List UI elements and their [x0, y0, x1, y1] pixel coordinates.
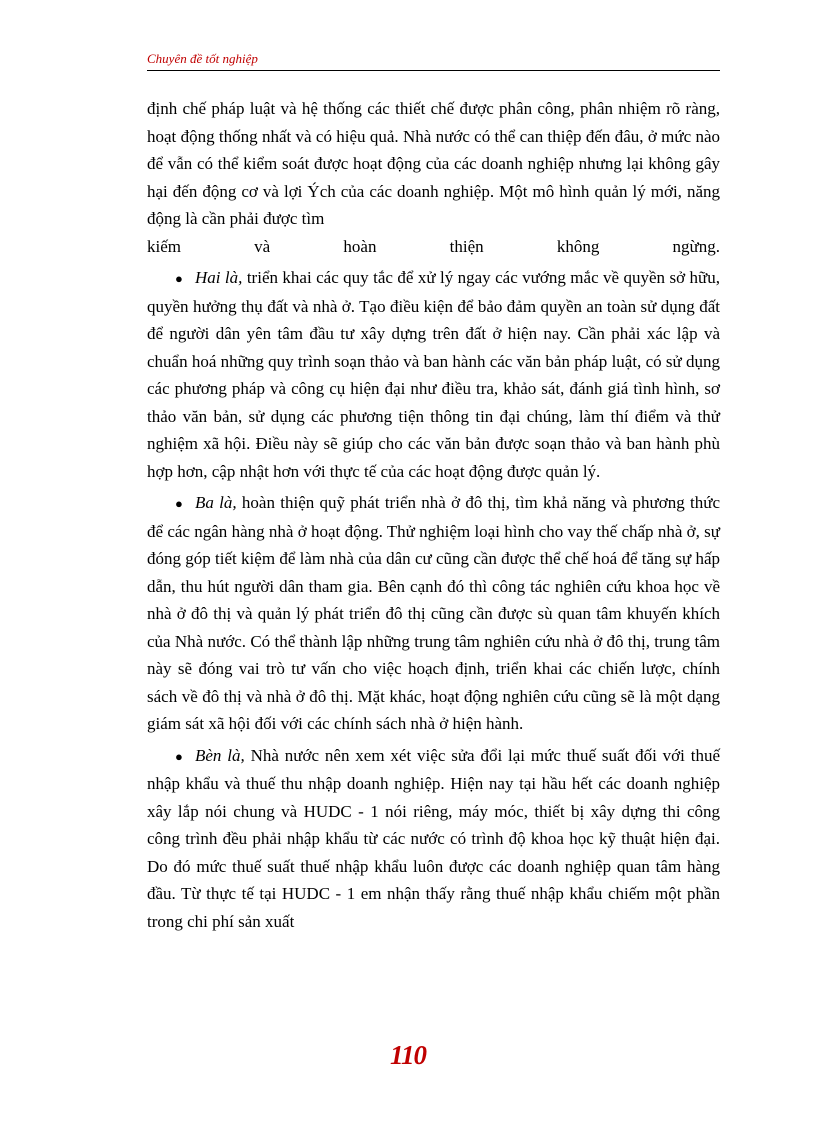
lead-phrase: Ba là, — [195, 493, 237, 512]
lead-phrase: Bèn là, — [195, 745, 245, 765]
paragraph-ba-la — [147, 489, 720, 738]
body-text — [147, 95, 720, 935]
bullet-icon: ● — [175, 496, 183, 511]
paragraph-text: hoàn thiện quỹ phát triển nhà ở đô thị, tìm khả năng và phương thức để các ngân hàng nhà ở hoạt động. Thử nghiệm loại hình cho vay thế chấp nhà ở, sự đóng góp tiết kiệm để làm nhà của dân cư cũng cần được thể chế hoá để tăng sự hấp dẫn, thu hút người dân tham gia. Bên cạnh đó thì công tác nghiên cứu khoa học về nhà ở đô thị và quản lý phát triển đô thị cũng cần được sù quan tâm khuyến khích của Nhà nước. Có thể thành lập những trung tâm nghiên cứu nhà ở đô thị, trung tâm này sẽ đóng vai trò tư vấn cho việc hoạch định, triển khai các chiến lược, chính sách về đô thị và nhà ở đô thị. Mặt khác, hoạt động nghiên cứu cũng sẽ là một dạng giám sát xã hội đối với các chính sách nhà ở hiện hành. — [147, 493, 720, 733]
bullet-icon: ● — [175, 271, 183, 286]
lead-phrase: Hai là, — [195, 268, 243, 287]
page-number: 110 — [389, 1040, 427, 1070]
paragraph-intro: định chế pháp luật và hệ thống các thiết chế được phân công, phân nhiệm rõ ràng, hoạt động thống nhất và có hiệu quả. Nhà nước có thể can thiệp đến đâu, ở mức nào để vẫn có thể kiểm soát được hoạt động của các doanh nghiệp nhưng lại không gây hại đến động cơ và lợi Ých của các doanh nghiệp. Một mô hình quản lý mới, năng động là cần phải được tìm — [147, 99, 720, 228]
paragraph-intro-last-line: kiếm và hoàn thiện không ngừng. — [147, 236, 720, 256]
paragraph-text: Nhà nước nên xem xét việc sửa đổi lại mức thuế suất đối với thuế nhập khẩu và thuế thu nhập doanh nghiệp. Hiện nay tại hầu hết các doanh nghiệp xây lắp nói chung và HUDC - 1 nói riêng, máy móc, thiết bị xây dựng thi công công trình đều phải nhập khẩu từ các nước có trình độ khoa học kỹ thuật hiện đại. Do đó mức thuế suất thuế nhập khẩu luôn được các doanh nghiệp quan tâm hàng đầu. Từ thực tế tại HUDC - 1 em nhận thấy rằng thuế nhập khẩu chiếm một phần trong chi phí sản xuất — [147, 745, 720, 931]
paragraph-hai-la — [147, 264, 720, 485]
bullet-icon: ● — [175, 748, 183, 764]
paragraph-text: triển khai các quy tắc để xử lý ngay các vướng mắc về quyền sở hữu, quyền hưởng thụ đất và nhà ở. Tạo điều kiện để bảo đảm quyền an toàn sử dụng đất để người dân yên tâm đầu tư xây dựng trên đất ở hiện nay. Cần phải xác lập và chuẩn hoá những quy trình soạn thảo và ban hành các văn bản pháp luật, có sử dụng các phương pháp và công cụ hiện đại như điều tra, khảo sát, đánh giá tình hình, sơ thảo văn bản, sử dụng các phương tiện thông tin đại chúng, làm thí điểm và thử nghiệm xã hội. Điều này sẽ giúp cho các văn bản được soạn thảo và ban hành phù hợp hơn, cập nhật hơn với thực tế của các hoạt động được quản lý. — [147, 268, 720, 481]
header-title: Chuyên đề tốt nghiệp — [147, 51, 258, 66]
paragraph-bon-la — [147, 742, 720, 936]
page-header — [147, 50, 720, 71]
